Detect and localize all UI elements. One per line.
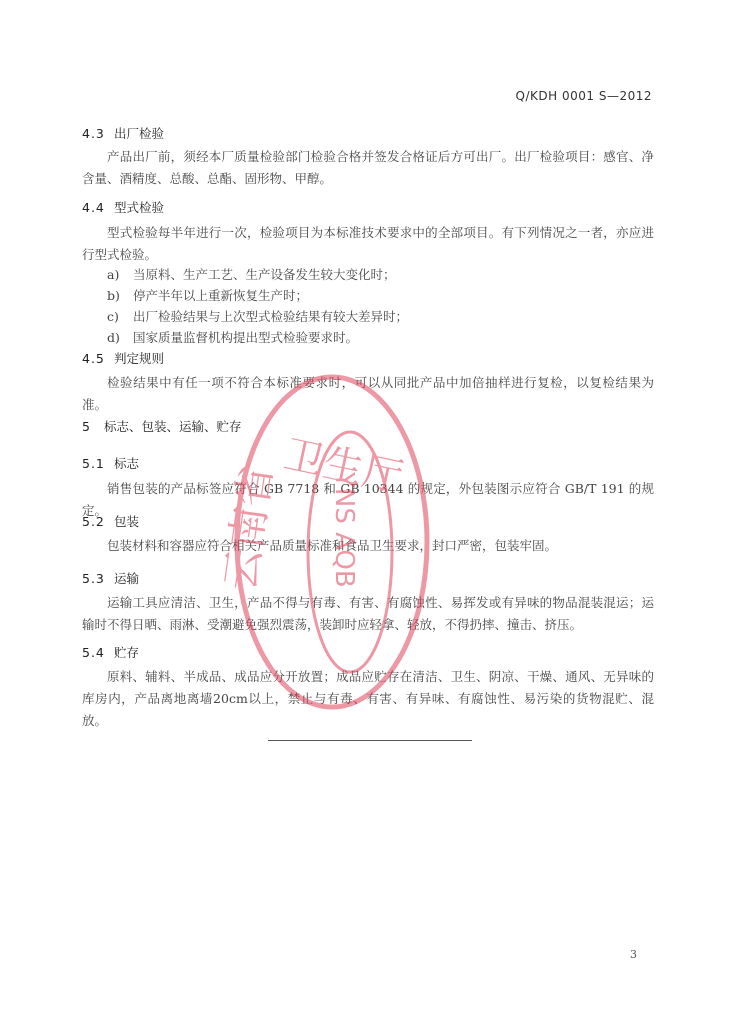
- list-item: [107, 328, 358, 346]
- heading-title: 判定规则: [114, 351, 165, 366]
- heading-title: 贮存: [114, 645, 140, 660]
- paragraph-5-4: 原料、辅料、半成品、成品应分开放置；成品应贮存在清洁、卫生、阴凉、干燥、通风、无异味的库房内，产品离地离墙20cm以上，禁止与有毒、有害、有异味、有腐蚀性、易污染的货物混贮、混放。: [82, 669, 654, 728]
- paragraph-5-3: 运输工具应清洁、卫生，产品不得与有毒、有害、有腐蚀性、易挥发或有异味的物品混装混运；运输时不得日晒、雨淋、受潮避免强烈震荡，装卸时应轻拿、轻放，不得扔摔、撞击、挤压。: [82, 595, 654, 632]
- list-text: 当原料、生产工艺、生产设备发生较大变化时；: [133, 267, 396, 282]
- list-marker: c): [107, 309, 119, 324]
- heading-5-2: [82, 512, 139, 530]
- heading-4-3: [82, 124, 164, 142]
- heading-number: 4.5: [82, 351, 105, 366]
- heading-number: 5.3: [82, 571, 105, 586]
- list-text: 停产半年以上重新恢复生产时；: [133, 288, 309, 303]
- paragraph-5-2: 包装材料和容器应符合相关产品质量标准和食品卫生要求，封口严密，包装牢固。: [107, 538, 558, 553]
- list-marker: b): [107, 288, 120, 303]
- paragraph-4-4: 型式检验每半年进行一次，检验项目为本标准技术要求中的全部项目。有下列情况之一者，亦应进行型式检验。: [82, 225, 654, 262]
- paragraph-5-1: 销售包装的产品标签应符合 GB 7718 和 GB 10344 的规定，外包装图示应符合 GB/T 191 的规定。: [82, 481, 654, 518]
- page-number: 3: [630, 948, 637, 961]
- list-item: [107, 307, 408, 325]
- heading-number: 5.4: [82, 645, 105, 660]
- heading-number: 4.3: [82, 126, 105, 141]
- heading-number: 4.4: [82, 200, 105, 215]
- paragraph-4-5: 检验结果中有任一项不符合本标准要求时，可以从同批产品中加倍抽样进行复检，以复检结果为准。: [82, 375, 654, 412]
- heading-title: 标志、包装、运输、贮存: [104, 419, 242, 434]
- heading-5-4: [82, 643, 139, 661]
- svg-text:卫生厅: 卫生厅: [279, 431, 407, 502]
- list-text: 出厂检验结果与上次型式检验结果有较大差异时；: [133, 309, 409, 324]
- heading-5-1: [82, 454, 139, 472]
- heading-title: 运输: [114, 571, 140, 586]
- heading-number: 5.1: [82, 456, 105, 471]
- list-text: 国家质量监督机构提出型式检验要求时。: [133, 330, 359, 345]
- heading-5: [82, 417, 242, 435]
- heading-number: 5: [82, 419, 91, 434]
- svg-text:云南省: 云南省: [215, 461, 282, 594]
- end-rule: [268, 740, 472, 741]
- heading-4-4: [82, 198, 164, 216]
- heading-title: 包装: [114, 514, 140, 529]
- paragraph-4-3: 产品出厂前，须经本厂质量检验部门检验合格并签发合格证后方可出厂。出厂检验项目：感官、净含量、酒精度、总酸、总酯、固形物、甲醇。: [82, 149, 654, 186]
- list-item: [107, 286, 308, 304]
- list-item: [107, 265, 396, 283]
- heading-title: 出厂检验: [114, 126, 165, 141]
- list-marker: d): [107, 330, 120, 345]
- heading-title: 标志: [114, 456, 140, 471]
- standard-code: Q/KDH 0001 S—2012: [515, 89, 652, 103]
- heading-title: 型式检验: [114, 200, 165, 215]
- heading-5-3: [82, 569, 139, 587]
- list-marker: a): [107, 267, 120, 282]
- heading-number: 5.2: [82, 514, 105, 529]
- svg-text:YNS AQB: YNS AQB: [329, 472, 359, 588]
- heading-4-5: [82, 349, 164, 367]
